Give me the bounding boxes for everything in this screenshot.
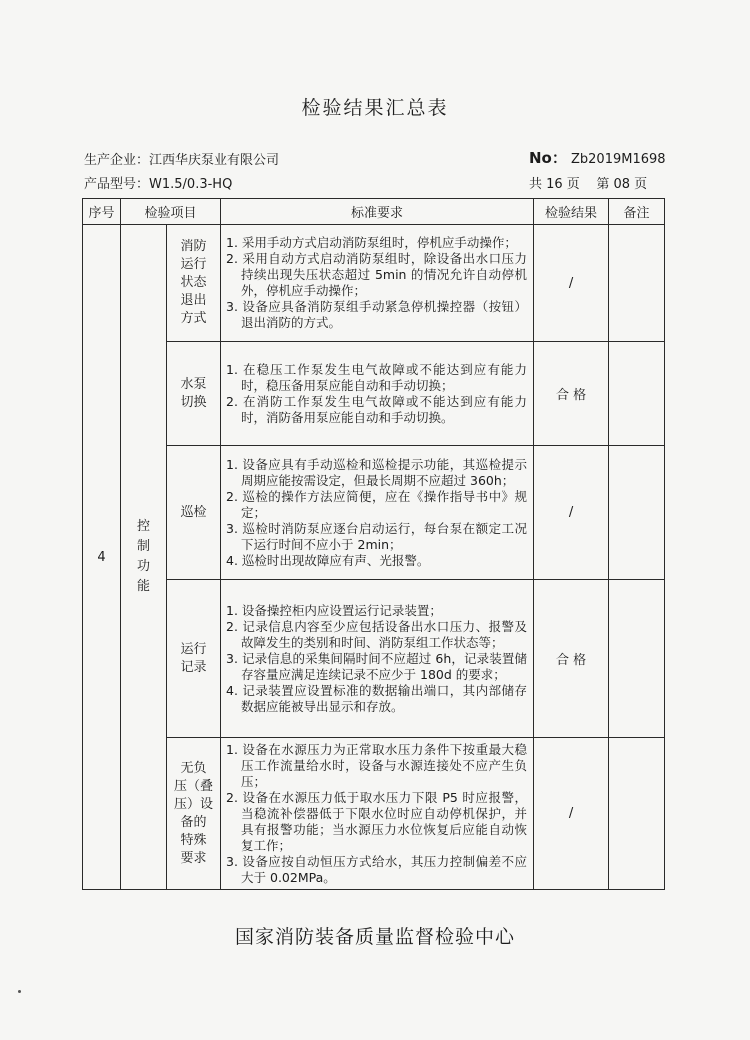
doc-number-label: No： (529, 149, 567, 167)
header-result: 检验结果 (534, 199, 609, 225)
table-row (83, 342, 665, 446)
item-cell: 无负 压（叠 压）设 备的 特殊 要求 (167, 738, 221, 890)
page-info-line (529, 173, 647, 192)
header-remarks: 备注 (609, 199, 665, 225)
table-row (83, 738, 665, 890)
item-cell: 运行 记录 (167, 580, 221, 738)
page-number: 第 08 页 (596, 177, 648, 192)
table-row (83, 446, 665, 580)
requirement-item: 4. 记录装置应设置标准的数据输出端口，其内部储存数据应能被导出显示和存放。 (226, 682, 528, 714)
requirement-item: 2. 记录信息内容至少应包括设备出水口压力、报警及故障发生的类别和时间、消防泵组工作状态等； (226, 618, 528, 650)
manufacturer-line (84, 149, 279, 168)
requirement-item: 1. 在稳压工作泵发生电气故障或不能达到应有能力时，稳压备用泵应能自动和手动切换； (226, 361, 528, 393)
doc-number-line (529, 147, 666, 168)
remarks-cell (609, 738, 665, 890)
page-title: 检验结果汇总表 (301, 97, 449, 119)
group-cell: 控 制 功 能 (121, 225, 167, 890)
remarks-cell (609, 342, 665, 446)
requirement-item: 1. 设备应具有手动巡检和巡检提示功能，其巡检提示周期应能按需设定，但最长周期不应超过 360h； (226, 456, 528, 488)
requirement-item: 2. 在消防工作泵发生电气故障或不能达到应有能力时，消防备用泵应能自动和手动切换。 (226, 393, 528, 425)
table-header-row (83, 199, 665, 225)
manufacturer-label: 生产企业： (84, 153, 150, 168)
item-cell: 水泵 切换 (167, 342, 221, 446)
remarks-cell (609, 225, 665, 342)
results-table (82, 198, 665, 890)
result-cell: / (534, 446, 609, 580)
table-row (83, 225, 665, 342)
requirement-item: 3. 巡检时消防泵应逐台启动运行，每台泵在额定工况下运行时间不应小于 2min； (226, 520, 528, 552)
doc-number-value: Zb2019M1698 (571, 152, 666, 167)
requirement-item: 3. 设备应按自动恒压方式给水，其压力控制偏差不应大于 0.02MPa。 (226, 853, 528, 885)
table-row (83, 580, 665, 738)
remarks-cell (609, 446, 665, 580)
requirements-cell (221, 580, 534, 738)
model-value: W1.5/0.3-HQ (149, 177, 233, 192)
requirement-item: 1. 设备在水源压力为正常取水压力条件下按重最大稳压工作流量给水时，设备与水源连接处不应产生负压； (226, 741, 528, 789)
header-item: 检验项目 (121, 199, 221, 225)
requirements-cell (221, 446, 534, 580)
requirement-item: 3. 记录信息的采集间隔时间不应超过 6h，记录装置储存容量应满足连续记录不应少于 180d 的要求； (226, 650, 528, 682)
requirement-item: 4. 巡检时出现故障应有声、光报警。 (226, 552, 430, 568)
requirements-cell (221, 225, 534, 342)
seq-cell: 4 (83, 225, 121, 890)
item-cell: 消防 运行 状态 退出 方式 (167, 225, 221, 342)
requirement-item: 3. 设备应具备消防泵组手动紧急停机操控器（按钮）退出消防的方式。 (226, 299, 528, 330)
requirement-item: 2. 巡检的操作方法应简便，应在《操作指导书中》规定； (226, 488, 528, 520)
header-requirements: 标准要求 (221, 199, 534, 225)
requirement-item: 1. 采用手动方式启动消防泵组时，停机应手动操作； (226, 235, 517, 250)
manufacturer-value: 江西华庆泵业有限公司 (149, 153, 280, 168)
result-cell: / (534, 225, 609, 342)
requirements-cell (221, 738, 534, 890)
result-cell: / (534, 738, 609, 890)
requirement-item: 1. 设备操控柜内应设置运行记录装置； (226, 602, 442, 618)
scan-speck (18, 990, 21, 993)
result-cell: 合 格 (534, 580, 609, 738)
total-pages: 共 16 页 (529, 177, 580, 192)
requirements-cell (221, 342, 534, 446)
model-line (84, 173, 232, 192)
issuing-organization: 国家消防装备质量监督检验中心 (234, 926, 515, 948)
result-cell: 合 格 (534, 342, 609, 446)
remarks-cell (609, 580, 665, 738)
model-label: 产品型号： (84, 177, 150, 192)
item-cell: 巡检 (167, 446, 221, 580)
requirement-item: 2. 设备在水源压力低于取水压力下限 P5 时应报警，当稳流补偿器低于下限水位时应自动停机保护，并具有报警功能；当水源压力水位恢复后应能自动恢复工作； (226, 789, 528, 853)
requirement-item: 2. 采用自动方式启动消防泵组时，除设备出水口压力持续出现失压状态超过 5min 的情况允许自动停机外，停机应手动操作； (226, 251, 528, 298)
header-seq: 序号 (83, 199, 121, 225)
